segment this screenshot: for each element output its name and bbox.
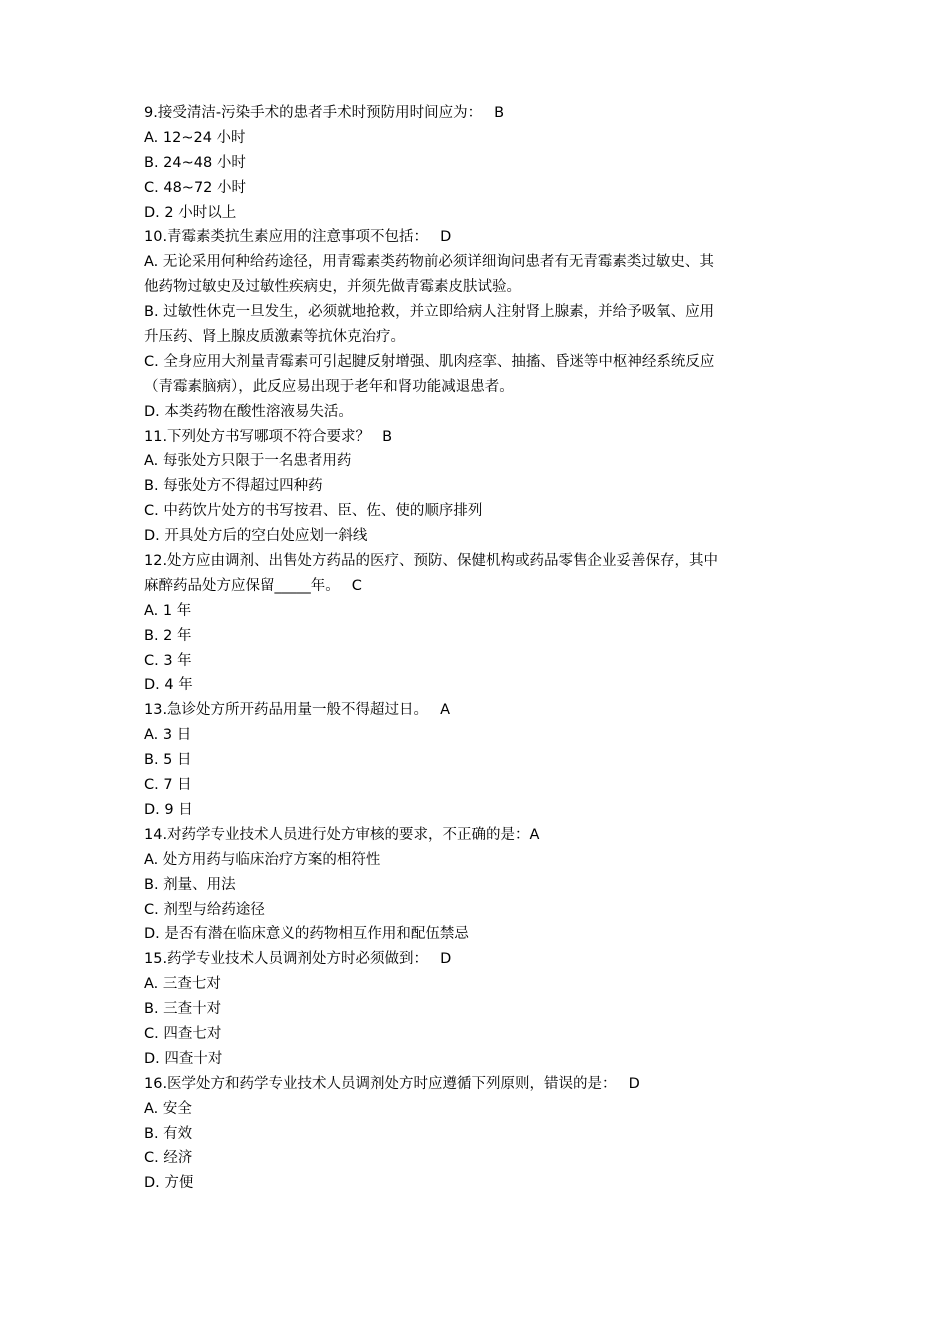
option-line: C. 经济 (144, 1150, 193, 1167)
question-stem-text: 麻醉药品处方应保留_____年。 (144, 577, 340, 594)
option-line: B. 过敏性休克一旦发生，必须就地抢救，并立即给病人注射肾上腺素，并给予吸氧、应用 (144, 304, 715, 321)
option-line: D. 9 日 (144, 801, 193, 818)
question-stem-text: 15.药学专业技术人员调剂处方时必须做到： (144, 951, 429, 968)
option-line: D. 4 年 (144, 677, 193, 694)
question-stem-text: 9.接受清洁-污染手术的患者手术时预防用时间应为： (144, 105, 483, 121)
answer-key: D (628, 1075, 640, 1092)
question-stem-text: 10.青霉素类抗生素应用的注意事项不包括： (144, 229, 429, 246)
question-block (144, 947, 810, 1071)
option-line: C. 7 日 (144, 777, 192, 794)
question-stem (144, 574, 810, 599)
question-stem (144, 823, 810, 848)
option-line: A. 安全 (144, 1100, 192, 1117)
option-line: C. 48~72 小时 (144, 179, 247, 196)
option-line: D. 方便 (144, 1175, 194, 1192)
question-stem-text: 12.处方应由调剂、出售处方药品的医疗、预防、保健机构或药品零售企业妥善保存，其中 (144, 553, 719, 570)
question-block (144, 549, 810, 698)
option-line: C. 四查七对 (144, 1025, 222, 1042)
question-block (144, 698, 810, 822)
option-line: B. 2 年 (144, 627, 192, 644)
option-line: B. 每张处方不得超过四种药 (144, 478, 323, 495)
answer-key: C (351, 577, 362, 594)
option-line: A. 三查七对 (144, 976, 221, 993)
question-stem-text: 16.医学处方和药学专业技术人员调剂处方时应遵循下列原则，错误的是： (144, 1075, 617, 1092)
option-line: A. 无论采用何种给药途径，用青霉素类药物前必须详细询问患者有无青霉素类过敏史、其 (144, 254, 714, 271)
option-line: C. 剂型与给药途径 (144, 901, 265, 918)
option-line: D. 是否有潜在临床意义的药物相互作用和配伍禁忌 (144, 926, 469, 943)
option-line: B. 三查十对 (144, 1001, 222, 1018)
option-line: B. 剂量、用法 (144, 876, 236, 893)
option-line: D. 本类药物在酸性溶液易失活。 (144, 403, 353, 420)
question-stem (144, 549, 810, 574)
question-stem (144, 225, 810, 250)
answer-key: A (440, 702, 450, 719)
question-block (144, 225, 810, 424)
option-line: C. 中药饮片处方的书写按君、臣、佐、使的顺序排列 (144, 503, 483, 520)
option-line: 他药物过敏史及过敏性疾病史，并须先做青霉素皮肤试验。 (144, 279, 521, 296)
option-line: D. 开具处方后的空白处应划一斜线 (144, 528, 368, 545)
option-line: A. 1 年 (144, 602, 192, 619)
answer-key: B (494, 105, 505, 121)
question-stem (144, 947, 810, 972)
option-line: A. 3 日 (144, 727, 192, 744)
question-stem (144, 425, 810, 450)
answer-key: D (440, 229, 452, 246)
option-line: D. 四查十对 (144, 1050, 223, 1067)
option-line: （青霉素脑病），此反应易出现于老年和肾功能减退患者。 (144, 378, 514, 395)
question-stem (144, 698, 810, 723)
option-line: A. 处方用药与临床治疗方案的相符性 (144, 851, 381, 868)
question-stem-text: 11.下列处方书写哪项不符合要求？ (144, 428, 371, 445)
option-line: A. 每张处方只限于一名患者用药 (144, 453, 352, 470)
option-line: B. 5 日 (144, 752, 192, 769)
option-line: C. 全身应用大剂量青霉素可引起腱反射增强、肌肉痉挛、抽搐、昏迷等中枢神经系统反应 (144, 353, 715, 370)
question-stem-text: 14.对药学专业技术人员进行处方审核的要求，不正确的是：A (144, 826, 540, 843)
option-line: 升压药、肾上腺皮质激素等抗休克治疗。 (144, 329, 405, 346)
option-line: D. 2 小时以上 (144, 204, 237, 221)
question-block (144, 1072, 810, 1196)
question-block (144, 425, 810, 549)
question-stem-text: 13.急诊处方所开药品用量一般不得超过日。 (144, 702, 429, 719)
option-line: B. 24~48 小时 (144, 154, 246, 171)
question-stem (144, 1072, 810, 1097)
option-line: A. 12~24 小时 (144, 129, 246, 146)
question-block (144, 101, 810, 225)
answer-key: B (382, 428, 393, 445)
document-body (144, 101, 810, 1196)
option-line: B. 有效 (144, 1125, 193, 1142)
question-stem (144, 101, 810, 126)
question-block (144, 823, 810, 947)
option-line: C. 3 年 (144, 652, 192, 669)
answer-key: D (440, 951, 452, 968)
